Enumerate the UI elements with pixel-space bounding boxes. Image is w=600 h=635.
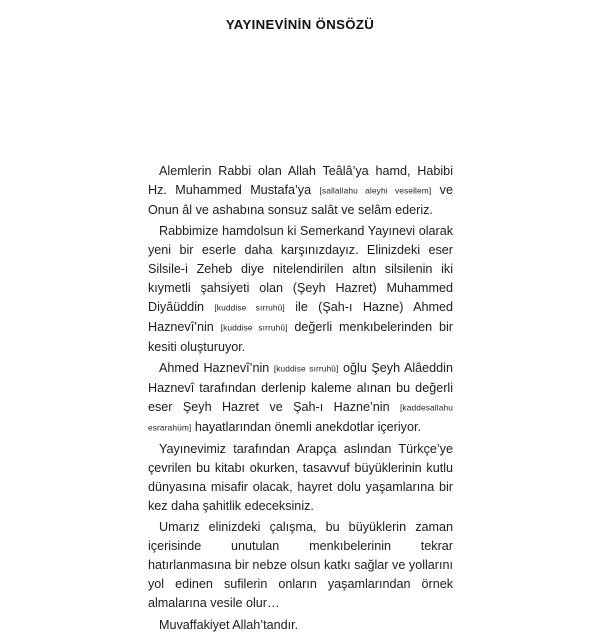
body-text-block (148, 162, 453, 635)
page-title: YAYINEVİNİN ÖNSÖZÜ (225, 17, 375, 32)
paragraph: Rabbimize hamdolsun ki Semerkand Yayınevi olarak yeni bir eserle daha karşınızdayız. Elinizdeki eser Silsile-i Zeheb diye nitelendirilen altın silsilenin iki kıymetli şahsiyeti olan (Şeyh Hazret) Muhammed Diyâüddin [kuddise sırruhû] ile (Şah-ı Hazne) Ahmed Haznevî’nin [kuddise sırruhû] değerli menkıbelerinden bir kesiti oluşturuyor. (148, 224, 453, 354)
honorific-annotation: [sallallahu aleyhi vesellem] (319, 185, 432, 196)
honorific-annotation: [kaddesallahu esrarahüm] (148, 402, 453, 433)
honorific-annotation: [kuddise sırruhû] (220, 322, 288, 333)
paragraph: Umarız elinizdeki çalışma, bu büyüklerin zaman içerisinde unutulan menkıbelerinin tekrar hatırlanmasına bir nebze olsun katkı sağlar ve yollarını yol edinen sufilerin onların yaşamlarından örnek almalarına vesile olur… (148, 520, 453, 611)
honorific-annotation: [kuddise sırruhû] (273, 363, 339, 374)
paragraph: Yayınevimiz tarafından Arapça aslından Türkçe’ye çevrilen bu kitabı okurken, tasavvuf büyüklerinin kutlu dünyasına misafir olacak, hayret dolu yaşamlarına bir kez daha şahitlik edeceksiniz. (148, 441, 453, 513)
paragraph: Ahmed Haznevî’nin [kuddise sırruhû] oğlu Şeyh Alâeddin Haznevî tarafından derlenip kaleme alınan bu değerli eser Şeyh Hazret ve Şah-ı Hazne’nin [kaddesallahu esrarahüm] hayatlarından önemli anekdotlar içeriyor. (148, 361, 453, 434)
paragraph: Alemlerin Rabbi olan Allah Teâlâ’ya hamd, Habibi Hz. Muhammed Mustafa’ya [sallallahu aleyhi vesellem] ve Onun âl ve ashabına sonsuz salât ve selâm ederiz. (148, 164, 453, 217)
paragraph: Muvaffakiyet Allah’tandır. (159, 617, 299, 632)
honorific-annotation: [kuddise sırruhû] (214, 303, 285, 314)
